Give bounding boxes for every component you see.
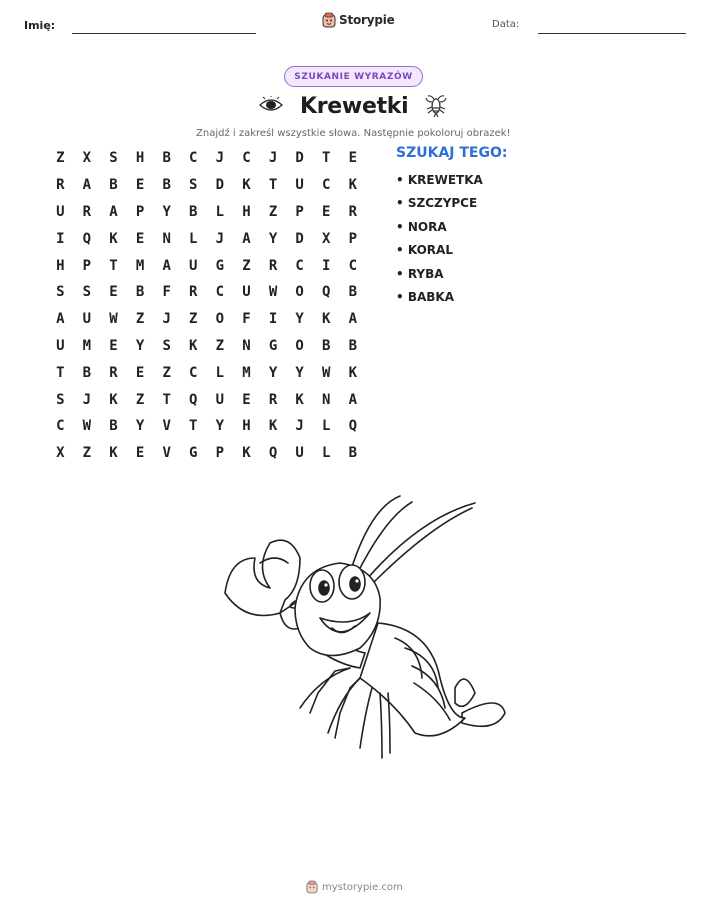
- grid-letter[interactable]: J: [82, 391, 92, 408]
- grid-letter[interactable]: F: [242, 311, 251, 328]
- grid-letter[interactable]: A: [109, 203, 118, 220]
- grid-letter[interactable]: H: [56, 257, 65, 274]
- grid-letter[interactable]: P: [135, 203, 145, 220]
- grid-letter[interactable]: P: [82, 257, 92, 274]
- date-label: Data:: [492, 19, 520, 30]
- grid-letter[interactable]: Y: [135, 418, 145, 435]
- shrimp-icon: [423, 92, 449, 118]
- grid-letter[interactable]: E: [322, 203, 331, 220]
- grid-letter[interactable]: G: [215, 257, 225, 274]
- grid-letter[interactable]: K: [109, 391, 118, 408]
- grid-letter[interactable]: X: [82, 150, 92, 167]
- grid-letter[interactable]: K: [268, 418, 278, 435]
- grid-letter[interactable]: K: [322, 311, 331, 328]
- shrimp-coloring-illustration: [200, 488, 510, 778]
- grid-letter[interactable]: S: [56, 284, 65, 301]
- word-list-title: SZUKAJ TEGO:: [396, 145, 508, 161]
- grid-letter[interactable]: H: [242, 203, 251, 220]
- footer-url: mystorypie.com: [322, 881, 403, 893]
- grid-letter[interactable]: D: [215, 177, 225, 194]
- grid-letter[interactable]: E: [348, 150, 358, 167]
- name-line[interactable]: [72, 33, 256, 34]
- grid-letter[interactable]: P: [348, 230, 358, 247]
- page-title: Krewetki: [300, 94, 409, 119]
- grid-letter[interactable]: I: [268, 311, 278, 328]
- instructions: Znajdź i zakreśl wszystkie słowa. Następnie pokoloruj obrazek!: [196, 128, 511, 139]
- grid-letter[interactable]: B: [162, 177, 171, 194]
- grid-letter[interactable]: U: [189, 257, 198, 274]
- grid-letter[interactable]: Q: [322, 284, 331, 301]
- grid-letter[interactable]: C: [322, 177, 331, 194]
- grid-letter[interactable]: H: [135, 150, 145, 167]
- grid-letter[interactable]: L: [322, 445, 331, 462]
- grid-letter[interactable]: Z: [268, 203, 278, 220]
- grid-letter[interactable]: N: [162, 230, 171, 247]
- grid-letter[interactable]: M: [135, 257, 145, 274]
- grid-letter[interactable]: E: [135, 230, 145, 247]
- grid-letter[interactable]: Z: [135, 391, 145, 408]
- word-item: • BABKA: [396, 289, 455, 304]
- grid-letter[interactable]: C: [189, 150, 198, 167]
- grid-letter[interactable]: K: [348, 177, 358, 194]
- grid-letter[interactable]: C: [56, 418, 65, 435]
- grid-letter[interactable]: Z: [242, 257, 251, 274]
- word-item: • SZCZYPCE: [396, 196, 478, 211]
- grid-letter[interactable]: Y: [135, 337, 145, 354]
- grid-letter[interactable]: J: [215, 230, 225, 247]
- grid-letter[interactable]: K: [242, 177, 251, 194]
- name-label: Imię:: [24, 19, 56, 32]
- grid-letter[interactable]: V: [162, 418, 171, 435]
- grid-letter[interactable]: A: [242, 230, 251, 247]
- grid-letter[interactable]: O: [215, 311, 225, 328]
- grid-letter[interactable]: K: [109, 445, 118, 462]
- grid-row: [47, 333, 367, 360]
- grid-letter[interactable]: X: [322, 230, 331, 247]
- word-search-grid[interactable]: [47, 145, 367, 467]
- grid-letter[interactable]: J: [268, 150, 278, 167]
- grid-letter[interactable]: B: [348, 284, 358, 301]
- grid-row: [47, 252, 367, 279]
- grid-letter[interactable]: P: [295, 203, 304, 220]
- grid-letter[interactable]: Y: [295, 364, 304, 381]
- word-item: • KREWETKA: [396, 173, 483, 187]
- grid-letter[interactable]: K: [109, 230, 118, 247]
- grid-letter[interactable]: D: [295, 230, 304, 247]
- grid-letter[interactable]: J: [215, 150, 225, 167]
- grid-letter[interactable]: A: [162, 257, 171, 274]
- grid-letter[interactable]: B: [109, 418, 118, 435]
- grid-letter[interactable]: K: [295, 391, 304, 408]
- grid-letter[interactable]: I: [322, 257, 331, 274]
- grid-letter[interactable]: E: [135, 364, 145, 381]
- grid-letter[interactable]: S: [82, 284, 92, 301]
- grid-letter[interactable]: A: [82, 177, 92, 194]
- grid-letter[interactable]: A: [348, 391, 358, 408]
- grid-letter[interactable]: Z: [162, 364, 171, 381]
- grid-letter[interactable]: B: [109, 177, 118, 194]
- grid-letter[interactable]: A: [348, 311, 358, 328]
- grid-row: [47, 279, 367, 306]
- grid-letter[interactable]: M: [82, 337, 92, 354]
- grid-letter[interactable]: O: [295, 337, 304, 354]
- grid-letter[interactable]: H: [242, 418, 251, 435]
- grid-letter[interactable]: R: [82, 203, 92, 220]
- grid-letter[interactable]: K: [348, 364, 358, 381]
- grid-letter[interactable]: T: [162, 391, 171, 408]
- grid-letter[interactable]: K: [189, 337, 198, 354]
- grid-letter[interactable]: Y: [295, 311, 304, 328]
- footer: [306, 880, 403, 894]
- grid-letter[interactable]: Y: [215, 418, 225, 435]
- grid-letter[interactable]: Y: [162, 203, 171, 220]
- grid-letter[interactable]: E: [109, 284, 118, 301]
- grid-letter[interactable]: E: [135, 177, 145, 194]
- grid-letter[interactable]: Q: [268, 445, 278, 462]
- grid-letter[interactable]: Y: [268, 364, 278, 381]
- grid-letter[interactable]: Z: [215, 337, 225, 354]
- grid-letter[interactable]: B: [162, 150, 171, 167]
- grid-letter[interactable]: R: [56, 177, 65, 194]
- grid-letter[interactable]: B: [348, 445, 358, 462]
- grid-letter[interactable]: R: [268, 257, 278, 274]
- grid-letter[interactable]: U: [295, 445, 304, 462]
- grid-letter[interactable]: M: [242, 364, 251, 381]
- grid-letter[interactable]: U: [215, 391, 225, 408]
- grid-letter[interactable]: U: [242, 284, 251, 301]
- grid-letter[interactable]: G: [268, 337, 278, 354]
- grid-letter[interactable]: E: [135, 445, 145, 462]
- grid-letter[interactable]: A: [56, 311, 65, 328]
- grid-row: [47, 359, 367, 386]
- storypie-logo-icon: [322, 12, 336, 28]
- grid-letter[interactable]: W: [109, 311, 118, 328]
- grid-letter[interactable]: U: [82, 311, 92, 328]
- grid-letter[interactable]: B: [135, 284, 145, 301]
- grid-letter[interactable]: C: [348, 257, 358, 274]
- eye-icon: [258, 96, 284, 114]
- grid-row: [47, 413, 367, 440]
- grid-letter[interactable]: E: [242, 391, 251, 408]
- grid-row: [47, 440, 367, 467]
- grid-row: [47, 225, 367, 252]
- grid-letter[interactable]: J: [162, 311, 171, 328]
- brand-name: Storypie: [339, 13, 395, 27]
- grid-letter[interactable]: Q: [189, 391, 198, 408]
- storypie-footer-icon: [306, 880, 318, 894]
- grid-letter[interactable]: B: [189, 203, 198, 220]
- grid-letter[interactable]: L: [215, 203, 225, 220]
- grid-letter[interactable]: U: [56, 337, 65, 354]
- grid-letter[interactable]: O: [295, 284, 304, 301]
- grid-letter[interactable]: C: [242, 150, 251, 167]
- grid-letter[interactable]: S: [162, 337, 171, 354]
- grid-letter[interactable]: S: [109, 150, 118, 167]
- grid-row: [47, 199, 367, 226]
- grid-letter[interactable]: L: [215, 364, 225, 381]
- grid-letter[interactable]: Z: [82, 445, 92, 462]
- grid-letter[interactable]: T: [268, 177, 278, 194]
- grid-row: [47, 386, 367, 413]
- grid-letter[interactable]: N: [242, 337, 251, 354]
- grid-letter[interactable]: Z: [135, 311, 145, 328]
- grid-letter[interactable]: W: [82, 418, 92, 435]
- brand-logo: [322, 12, 395, 28]
- grid-letter[interactable]: U: [295, 177, 304, 194]
- grid-letter[interactable]: P: [215, 445, 225, 462]
- grid-letter[interactable]: J: [295, 418, 304, 435]
- grid-letter[interactable]: R: [109, 364, 118, 381]
- grid-letter[interactable]: S: [56, 391, 65, 408]
- grid-letter[interactable]: T: [56, 364, 65, 381]
- date-line[interactable]: [538, 33, 686, 34]
- grid-letter[interactable]: E: [109, 337, 118, 354]
- grid-letter[interactable]: U: [56, 203, 65, 220]
- grid-letter[interactable]: G: [189, 445, 198, 462]
- grid-letter[interactable]: L: [189, 230, 198, 247]
- grid-letter[interactable]: W: [268, 284, 278, 301]
- grid-letter[interactable]: R: [268, 391, 278, 408]
- grid-letter[interactable]: Q: [348, 418, 358, 435]
- word-list: [396, 171, 483, 311]
- grid-letter[interactable]: Z: [56, 150, 65, 167]
- grid-letter[interactable]: B: [348, 337, 358, 354]
- grid-letter[interactable]: T: [189, 418, 198, 435]
- grid-letter[interactable]: R: [348, 203, 358, 220]
- grid-letter[interactable]: R: [189, 284, 198, 301]
- grid-letter[interactable]: Q: [82, 230, 92, 247]
- grid-letter[interactable]: S: [189, 177, 198, 194]
- grid-letter[interactable]: Y: [268, 230, 278, 247]
- category-badge: SZUKANIE WYRAZÓW: [284, 66, 423, 87]
- grid-letter[interactable]: W: [322, 364, 331, 381]
- grid-row: [47, 145, 367, 172]
- grid-letter[interactable]: Z: [189, 311, 198, 328]
- grid-letter[interactable]: K: [242, 445, 251, 462]
- grid-letter[interactable]: V: [162, 445, 171, 462]
- grid-letter[interactable]: C: [295, 257, 304, 274]
- grid-letter[interactable]: C: [189, 364, 198, 381]
- word-item: • KORAL: [396, 243, 453, 258]
- grid-letter[interactable]: T: [322, 150, 331, 167]
- grid-letter[interactable]: N: [322, 391, 331, 408]
- grid-letter[interactable]: B: [82, 364, 92, 381]
- word-item: • NORA: [396, 219, 447, 234]
- grid-row: [47, 306, 367, 333]
- grid-letter[interactable]: C: [215, 284, 225, 301]
- grid-letter[interactable]: B: [322, 337, 331, 354]
- grid-letter[interactable]: D: [295, 150, 304, 167]
- grid-row: [47, 172, 367, 199]
- grid-letter[interactable]: F: [162, 284, 171, 301]
- word-item: • RYBA: [396, 266, 444, 281]
- grid-letter[interactable]: X: [56, 445, 65, 462]
- grid-letter[interactable]: I: [56, 230, 65, 247]
- grid-letter[interactable]: L: [322, 418, 331, 435]
- grid-letter[interactable]: T: [109, 257, 118, 274]
